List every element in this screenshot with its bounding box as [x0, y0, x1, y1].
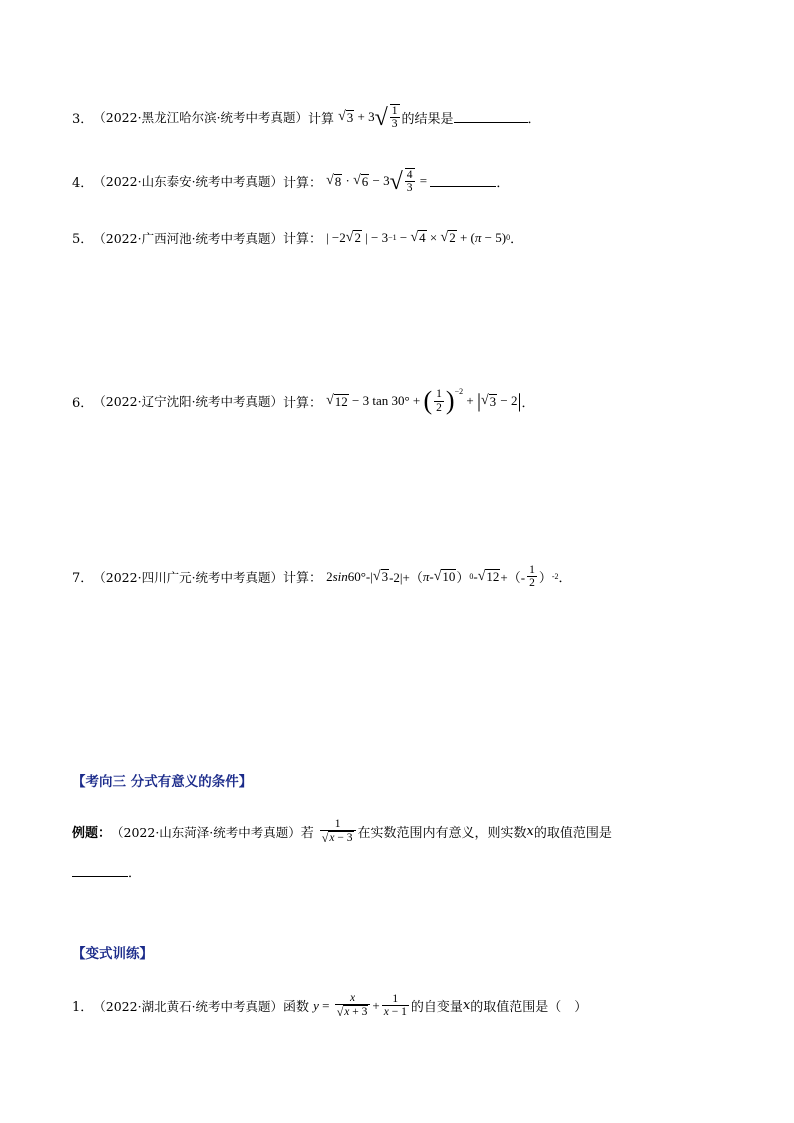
problem-6 [72, 388, 535, 414]
math-expression: 2 sin 60°-| √ 3 -2|+（ π - √ 10 ） 0 - √ 12 +（- $\frac{1}{2}$ ） -2 [326, 564, 559, 590]
problem-source: （2022·黑龙江哈尔滨·统考中考真题） [93, 110, 309, 126]
problem-text: 的自变量 [410, 1000, 463, 1016]
problem-end: ． [558, 571, 572, 587]
example-label: 例题： [72, 826, 112, 842]
example-answer-line [72, 862, 141, 881]
problem-text: 的取值范围是（ ） [470, 1000, 588, 1016]
problem-number: 5． [72, 232, 94, 247]
problem-end: ． [527, 111, 541, 127]
math-expression: √ 3 + 3 √ $\frac{1}{3}$ [338, 105, 398, 132]
variable: x [526, 824, 534, 840]
problem-text: 计算 [308, 111, 335, 127]
problem-source: （2022·山东菏泽·统考中考真题） [111, 824, 301, 840]
section-heading: 【考向三 分式有意义的条件】 [72, 774, 253, 790]
problem-source: （2022·广西河池·统考中考真题） [93, 230, 284, 246]
answer-blank [454, 112, 528, 123]
problem-5 [72, 228, 523, 247]
problem-end: ． [496, 175, 510, 191]
problem-text: 计算： [283, 395, 323, 411]
problem-text: 函数 [283, 1000, 310, 1016]
problem-text: 计算： [283, 571, 323, 587]
problem-number: 7． [72, 571, 94, 587]
problem-text: 计算： [283, 232, 323, 247]
problem-number: 6． [72, 395, 94, 411]
problem-7 [72, 564, 572, 589]
answer-blank [430, 176, 496, 187]
problem-source: （2022·辽宁沈阳·统考中考真题） [93, 394, 284, 409]
problem-number: 3． [72, 111, 94, 127]
problem-text: 在实数范围内有意义，则实数 [357, 826, 527, 842]
problem-4 [72, 168, 509, 194]
problem-text: 计算： [283, 175, 323, 191]
problem-text: 的取值范围是 [533, 826, 612, 842]
problem-number: 4． [72, 175, 94, 191]
problem-end: ． [510, 232, 524, 247]
problem-source: （2022·四川广元·统考中考真题） [93, 569, 284, 585]
variant-problem-1 [72, 992, 587, 1019]
math-expression: | −2 √ 2 | − 3 −1 − √ 4 × √ 2 + ( π − 5) 0 [326, 229, 511, 246]
problem-end: ． [128, 866, 142, 881]
problem-text: 的结果是 [401, 111, 454, 127]
problem-number: 1． [72, 1000, 94, 1016]
answer-blank [72, 866, 128, 877]
example-problem [72, 818, 612, 845]
problem-source: （2022·湖北黄石·统考中考真题） [93, 998, 284, 1014]
math-expression: y = x √ x + 3 + $\frac{1}{x - 1}$ [313, 992, 407, 1020]
problem-text: 若 [300, 826, 314, 842]
variable: x [462, 998, 471, 1014]
math-expression: √ 8 · √ 6 − 3 √ $\frac{4}{3}$ = [326, 169, 431, 196]
problem-end: ． [521, 395, 535, 411]
math-expression: √ 12 − 3 tan 30° + ( $\frac{1}{2}$ ) $^{-2}$ + | √ 3 − 2 | [326, 386, 522, 415]
problem-source: （2022·山东泰安·统考中考真题） [93, 174, 284, 190]
variant-heading: 【变式训练】 [72, 946, 153, 962]
math-expression: 1 √ x − 3 [318, 818, 358, 845]
problem-3 [72, 104, 541, 130]
